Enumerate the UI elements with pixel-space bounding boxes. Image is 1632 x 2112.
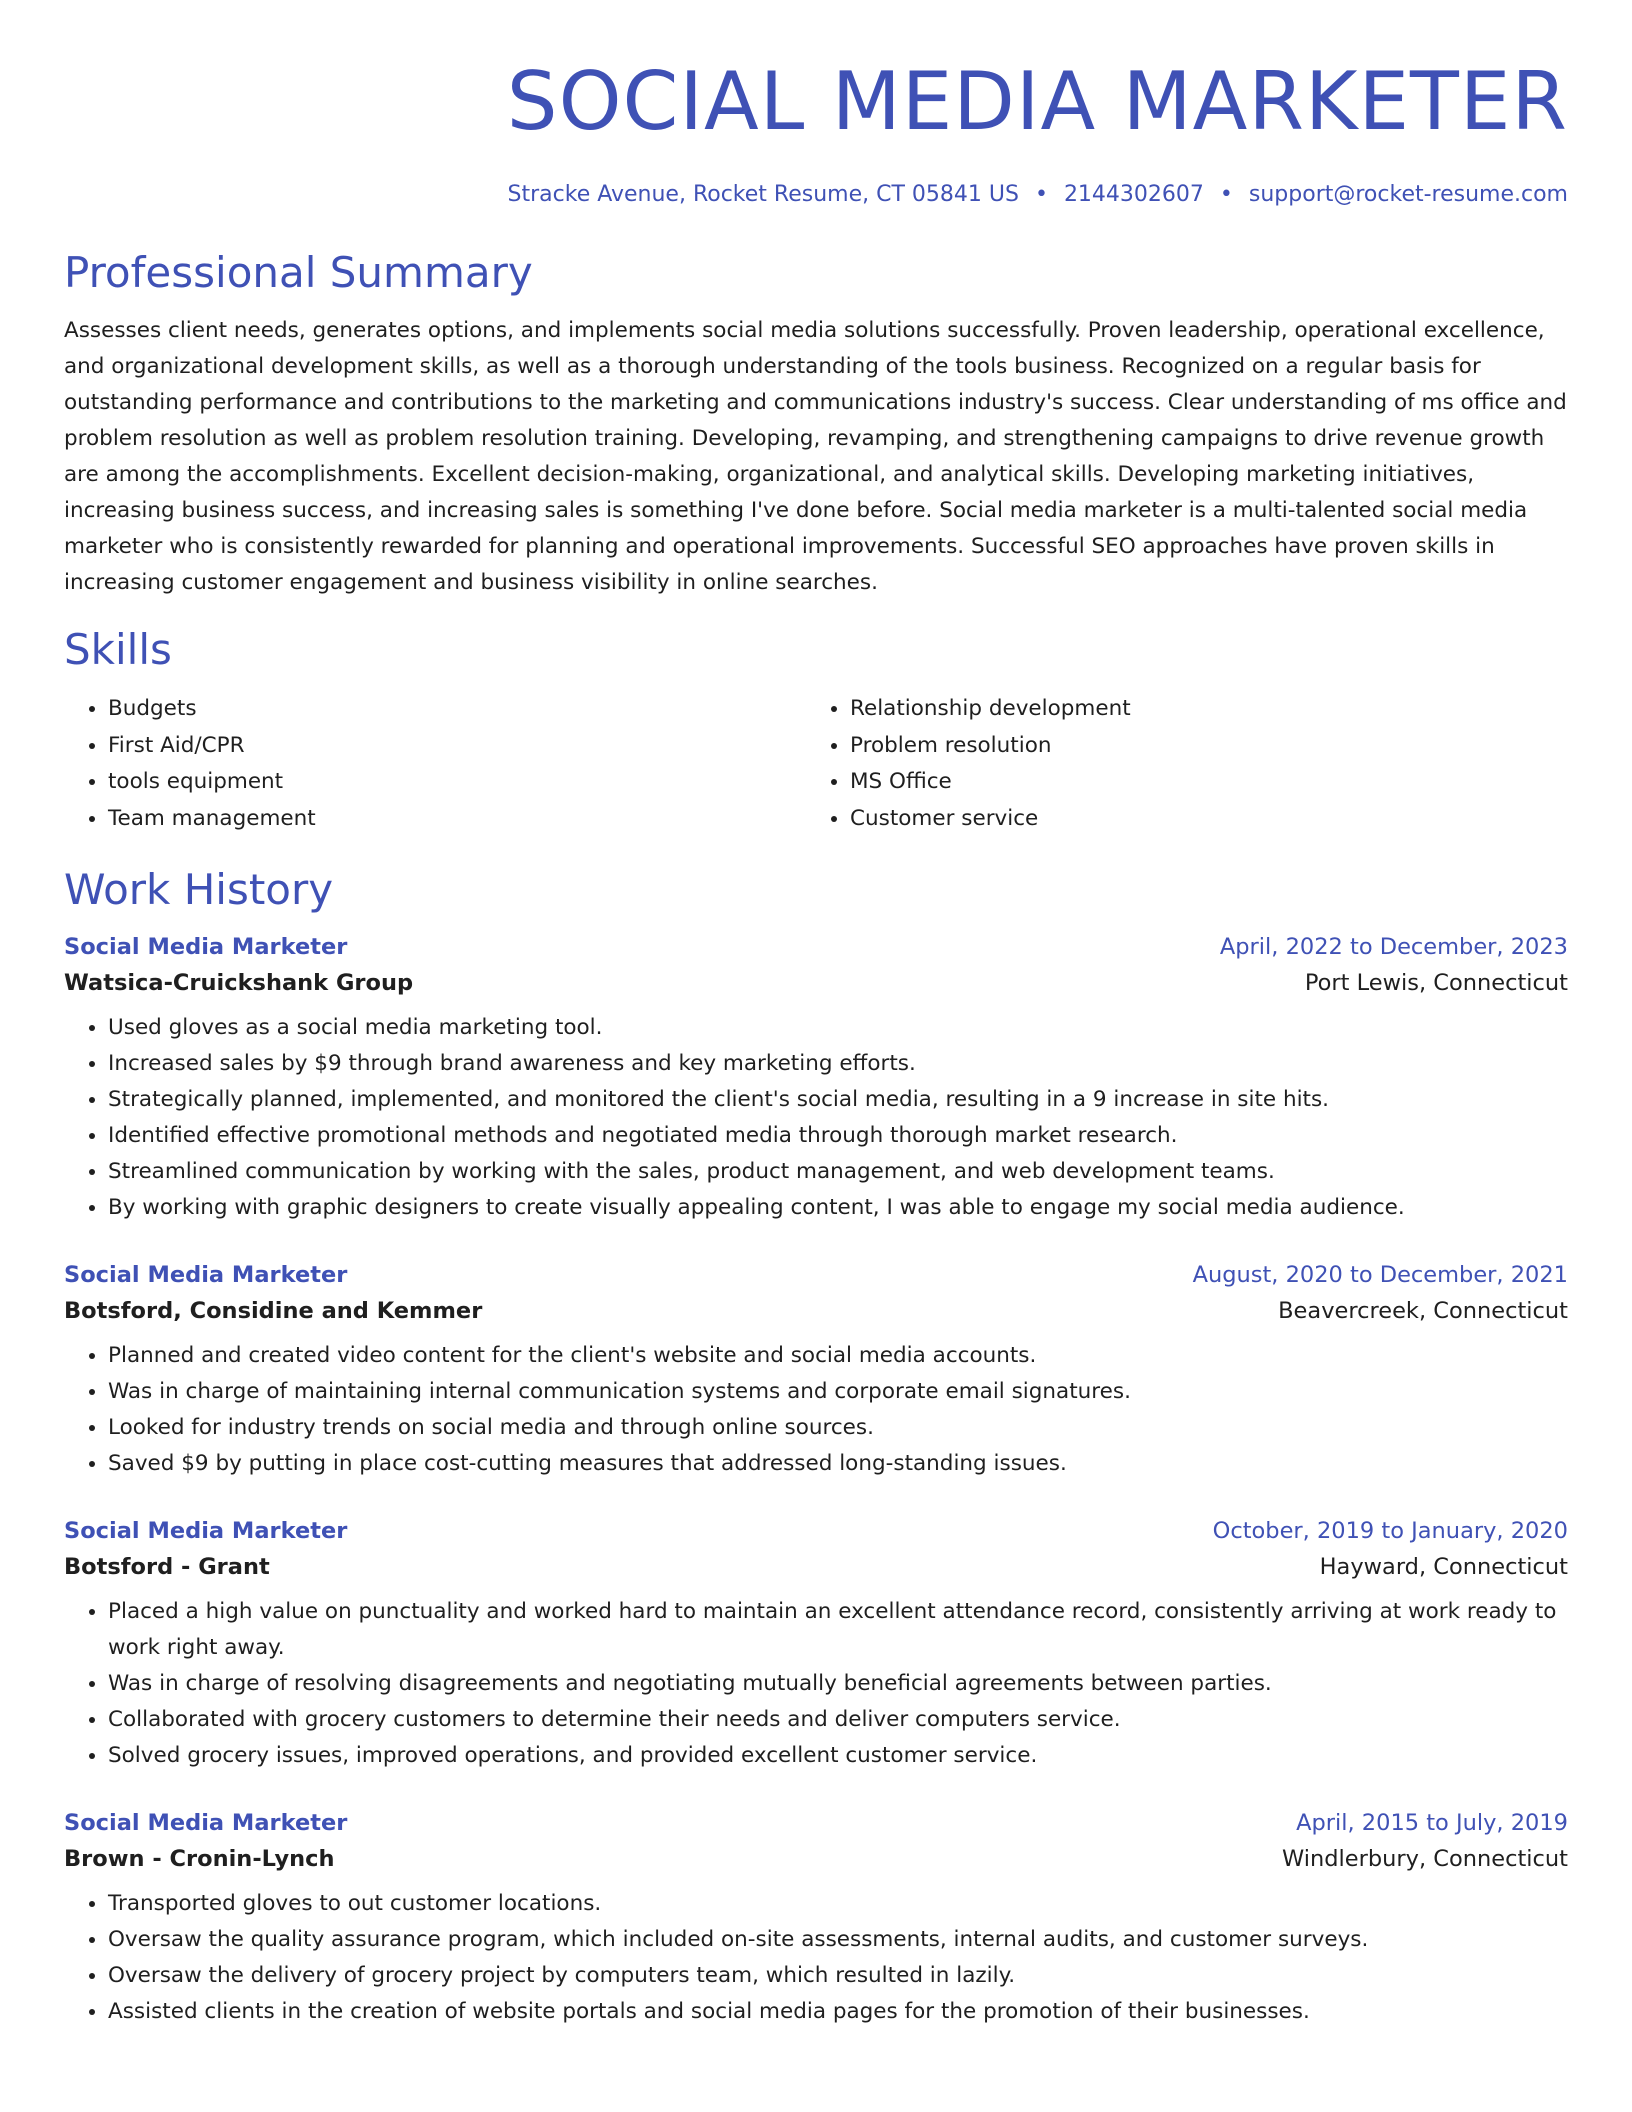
skill-item: • Relationship development: [850, 691, 1548, 728]
job-position: Social Media Marketer: [64, 1261, 348, 1288]
summary-text: Assesses client needs, generates options, and implements social media solutions successfully. Proven leadership, operational excellence, and organizational development skills, as well as a thorough understanding of the tools business. Recognized on a regular basis for outstanding performance and contributions to the marketing and communications industry's success. Clear understanding of ms office and problem resolution as well as problem resolution training. Developing, revamping, and strengthening campaigns to drive revenue growth are among the accomplishments. Excellent decision-making, organizational, and analytical skills. Developing marketing initiatives, increasing business success, and increasing sales is something I've done before. Social media marketer is a multi-talented social media marketer who is consistently rewarded for planning and operational improvements. Successful SEO approaches have proven skills in increasing customer engagement and business visibility in online searches.: [64, 317, 1567, 595]
job-company-row: [64, 1298, 1568, 1324]
resume-page: [64, 0, 1568, 2030]
job-bullet: • Saved $9 by putting in place cost-cutting measures that addressed long-standing issues.: [108, 1446, 1568, 1482]
separator-dot: •: [1034, 182, 1048, 207]
job-bullet: • By working with graphic designers to create visually appealing content, I was able to engage my social media audience.: [108, 1190, 1568, 1226]
job-bullet: • Was in charge of maintaining internal communication systems and corporate email signatures.: [108, 1374, 1568, 1410]
skill-item: • Problem resolution: [850, 728, 1548, 765]
job-bullet: • Collaborated with grocery customers to determine their needs and deliver computers service.: [108, 1702, 1568, 1738]
address: Stracke Avenue, Rocket Resume, CT 05841 US: [507, 182, 1019, 207]
job-bullet: • Increased sales by $9 through brand awareness and key marketing efforts.: [108, 1046, 1568, 1082]
skill-item: • Customer service: [850, 801, 1548, 838]
skills-heading: Skills: [64, 624, 172, 674]
job-company: Botsford, Considine and Kemmer: [64, 1297, 483, 1324]
job-header-row: [64, 1518, 1568, 1544]
contact-line: [64, 182, 1568, 208]
job-position: Social Media Marketer: [64, 1517, 348, 1544]
phone: 2144302607: [1063, 182, 1204, 207]
job-position: Social Media Marketer: [64, 933, 348, 960]
job-bullets: [64, 1010, 1568, 1226]
job-company: Brown - Cronin-Lynch: [64, 1845, 335, 1872]
job-bullet: • Looked for industry trends on social media and through online sources.: [108, 1410, 1568, 1446]
job-position: Social Media Marketer: [64, 1809, 348, 1836]
job-bullet: • Planned and created video content for the client's website and social media accounts.: [108, 1338, 1568, 1374]
skill-item: • Team management: [108, 801, 806, 838]
separator-dot: •: [1219, 182, 1233, 207]
job-entry: [64, 1262, 1568, 1482]
job-entry: [64, 1518, 1568, 1774]
job-location: Windlerbury, Connecticut: [1281, 1845, 1568, 1872]
job-header-row: [64, 1810, 1568, 1836]
skills-grid: [64, 691, 1568, 837]
job-bullet: • Solved grocery issues, improved operations, and provided excellent customer service.: [108, 1738, 1568, 1774]
job-bullets: [64, 1886, 1568, 2030]
job-dates: April, 2022 to December, 2023: [1219, 933, 1568, 960]
job-bullet: • Used gloves as a social media marketing tool.: [108, 1010, 1568, 1046]
job-dates: October, 2019 to January, 2020: [1212, 1517, 1568, 1544]
skills-list-left: [64, 691, 806, 837]
skill-item: • tools equipment: [108, 764, 806, 801]
job-location: Beavercreek, Connecticut: [1278, 1297, 1568, 1324]
job-bullets: [64, 1338, 1568, 1482]
work-history-heading: Work History: [64, 865, 334, 915]
skill-item: • Budgets: [108, 691, 806, 728]
job-bullet: • Strategically planned, implemented, and monitored the client's social media, resulting in a 9 increase in site hits.: [108, 1082, 1568, 1118]
job-company-row: [64, 1554, 1568, 1580]
job-bullet: • Transported gloves to out customer locations.: [108, 1886, 1568, 1922]
job-company-row: [64, 1846, 1568, 1872]
job-header-row: [64, 1262, 1568, 1288]
job-company: Botsford - Grant: [64, 1553, 270, 1580]
job-location: Port Lewis, Connecticut: [1304, 969, 1568, 996]
job-bullet: • Placed a high value on punctuality and worked hard to maintain an excellent attendance record, consistently arriving at work ready to work right away.: [108, 1594, 1568, 1666]
summary-heading: Professional Summary: [64, 248, 533, 298]
skill-item: • MS Office: [850, 764, 1548, 801]
job-dates: April, 2015 to July, 2019: [1296, 1809, 1568, 1836]
skill-item: • First Aid/CPR: [108, 728, 806, 765]
resume-title: SOCIAL MEDIA MARKETER: [506, 55, 1568, 148]
job-header-row: [64, 934, 1568, 960]
job-bullet: • Identified effective promotional methods and negotiated media through thorough market research.: [108, 1118, 1568, 1154]
job-entry: [64, 934, 1568, 1226]
skills-list-right: [806, 691, 1548, 837]
job-bullet: • Assisted clients in the creation of website portals and social media pages for the promotion of their businesses.: [108, 1994, 1568, 2030]
job-location: Hayward, Connecticut: [1319, 1553, 1568, 1580]
job-entry: [64, 1810, 1568, 2030]
job-dates: August, 2020 to December, 2021: [1192, 1261, 1568, 1288]
job-bullet: • Oversaw the quality assurance program, which included on-site assessments, internal audits, and customer surveys.: [108, 1922, 1568, 1958]
job-bullets: [64, 1594, 1568, 1774]
job-bullet: • Oversaw the delivery of grocery project by computers team, which resulted in lazily.: [108, 1958, 1568, 1994]
job-company-row: [64, 970, 1568, 996]
job-company: Watsica-Cruickshank Group: [64, 969, 414, 996]
email-link[interactable]: support@rocket-resume.com: [1248, 182, 1568, 207]
job-bullet: • Was in charge of resolving disagreements and negotiating mutually beneficial agreements between parties.: [108, 1666, 1568, 1702]
job-bullet: • Streamlined communication by working with the sales, product management, and web development teams.: [108, 1154, 1568, 1190]
